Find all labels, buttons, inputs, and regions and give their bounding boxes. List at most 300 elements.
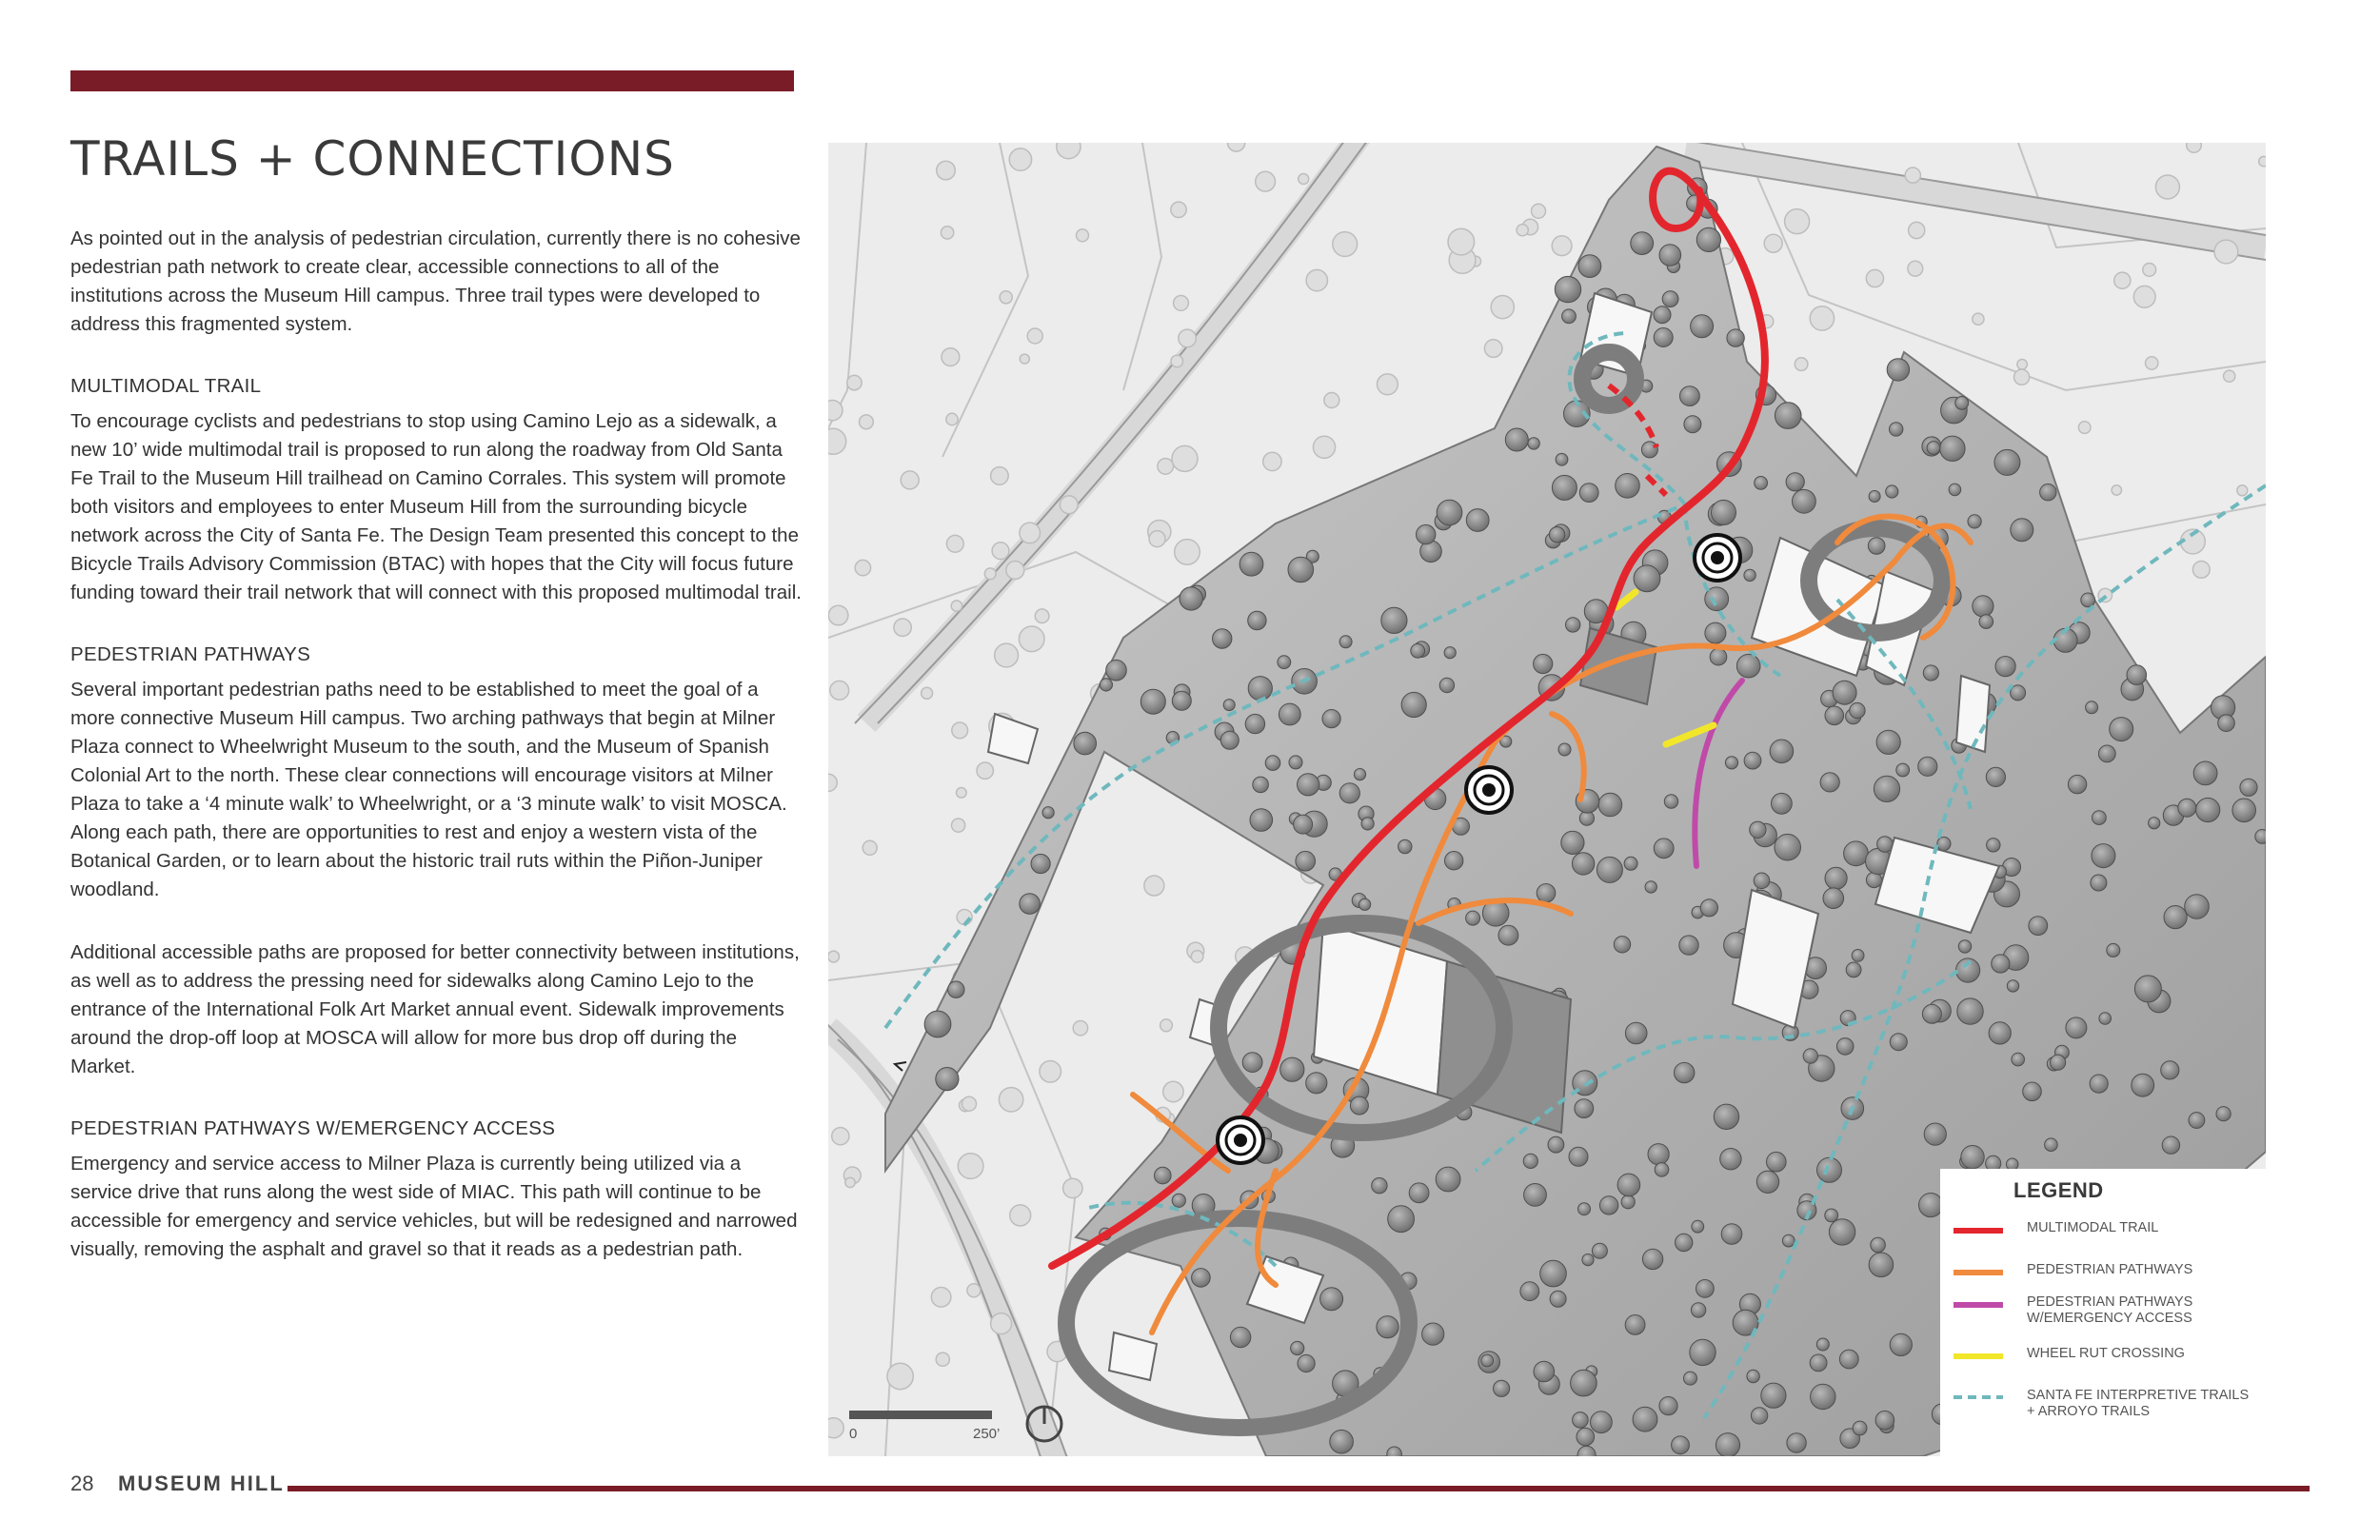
campus-tree (1422, 1323, 1444, 1345)
campus-tree (1989, 1022, 2011, 1044)
background-tree (1491, 296, 1514, 319)
background-tree (1448, 228, 1475, 255)
campus-tree (1642, 1249, 1662, 1269)
campus-tree (1957, 998, 1983, 1024)
campus-tree (1979, 615, 1993, 629)
background-tree (2224, 370, 2235, 382)
campus-tree (1869, 491, 1880, 503)
background-tree (931, 1288, 951, 1308)
background-tree (1905, 168, 1920, 183)
campus-tree (1775, 403, 1801, 429)
campus-tree (2216, 1107, 2231, 1121)
background-tree (894, 619, 911, 636)
campus-tree (1793, 489, 1816, 513)
campus-tree (1631, 232, 1654, 255)
background-tree (1256, 171, 1276, 191)
campus-tree (1250, 809, 1273, 832)
campus-tree (1684, 1372, 1697, 1385)
background-tree (1333, 232, 1358, 257)
legend-title: LEGEND (2013, 1178, 2104, 1202)
background-tree (1172, 445, 1198, 471)
campus-tree (1223, 700, 1235, 711)
campus-tree (1754, 873, 1770, 889)
background-tree (1517, 225, 1528, 236)
background-tree (984, 568, 996, 580)
background-tree (1299, 174, 1309, 185)
campus-tree (2066, 1017, 2087, 1038)
campus-tree (1494, 1380, 1510, 1396)
background-tree (2146, 357, 2158, 369)
campus-tree (1523, 1154, 1537, 1168)
campus-tree (1192, 1269, 1211, 1288)
campus-tree (1716, 1433, 1739, 1456)
campus-tree (1710, 648, 1727, 665)
background-tree (1908, 261, 1923, 276)
campus-tree (1955, 397, 1969, 410)
background-tree (967, 1284, 981, 1297)
campus-tree (1940, 436, 1965, 461)
background-tree (952, 819, 965, 832)
background-tree (830, 681, 849, 700)
campus-tree (1625, 1022, 1647, 1044)
background-tree (828, 605, 848, 625)
campus-tree (1874, 776, 1899, 801)
background-tree (1175, 540, 1200, 565)
legend-swatch (1954, 1395, 2003, 1399)
campus-tree (1555, 276, 1580, 302)
body-multimodal-trail: To encourage cyclists and pedestrians to stop using Camino Lejo as a sidewalk, a new 10’ wide multimodal trail is proposed to run along the roadway from Old Santa Fe Trail to the Museum Hill trailhead on Camino Corrales. This system will promote both visitors and employees to enter Museum Hill from the surrounding bicycle network across the City of Santa Fe. The Design Team presented this concept to the Bicycle Trails Advisory Commission (BTAC) with hopes that the City will focus future funding toward their trail network that will connect with this proposed multimodal trail. (70, 410, 802, 603)
background-tree (1163, 1081, 1183, 1101)
campus-tree (1481, 1354, 1494, 1367)
campus-tree (1598, 793, 1622, 817)
road-arrow-icon (895, 1062, 906, 1071)
campus-tree (1248, 677, 1272, 701)
background-tree (901, 471, 919, 489)
campus-tree (2232, 799, 2256, 822)
campus-tree (1833, 681, 1856, 704)
campus-tree (1654, 328, 1673, 347)
legend-swatch (1954, 1270, 2003, 1275)
campus-tree (1869, 1253, 1894, 1277)
campus-tree (1614, 937, 1630, 953)
campus-tree (1890, 423, 1903, 436)
campus-tree (1350, 1096, 1368, 1115)
campus-tree (1747, 1370, 1759, 1382)
campus-tree (1591, 1412, 1613, 1433)
campus-tree (1850, 702, 1865, 718)
campus-tree (1961, 1146, 1984, 1169)
campus-tree (1534, 1361, 1555, 1382)
campus-tree (2090, 1075, 2108, 1093)
campus-tree (1918, 757, 1937, 776)
campus-tree (2040, 484, 2056, 501)
background-tree (2017, 360, 2028, 370)
campus-tree (2178, 799, 2196, 817)
campus-tree (1875, 1411, 1894, 1430)
background-tree (958, 1154, 983, 1179)
background-tree (1764, 234, 1782, 252)
campus-tree (1692, 1220, 1704, 1233)
background-tree (1973, 313, 1984, 325)
campus-tree (1322, 710, 1340, 728)
background-tree (962, 1096, 977, 1111)
legend-label: SANTA FE INTERPRETIVE TRAILS + ARROYO TRAILS (2027, 1388, 2250, 1419)
campus-tree (1949, 484, 1961, 496)
background-tree (937, 161, 956, 180)
background-tree (1484, 340, 1502, 358)
background-tree (828, 401, 843, 421)
campus-tree (1592, 1243, 1607, 1258)
intro-paragraph: As pointed out in the analysis of pedestrian circulation, currently there is no cohesive pedestrian path network to create clear, accessible connections to all of the institutions across the Museum Hill campus. Three trail types were developed to address this fragmented system. (70, 227, 801, 335)
background-tree (1073, 1021, 1087, 1036)
background-tree (1313, 436, 1335, 458)
campus-tree (1242, 1053, 1262, 1073)
campus-tree (1253, 777, 1269, 793)
campus-tree (936, 1068, 959, 1091)
campus-tree (1922, 1004, 1941, 1023)
background-tree (1158, 459, 1174, 475)
campus-tree (1659, 1397, 1677, 1415)
campus-tree (1645, 881, 1656, 893)
campus-tree (1648, 1144, 1669, 1165)
trailhead-marker-north (1695, 535, 1740, 581)
legend-swatch (1954, 1228, 2003, 1234)
campus-tree (1923, 665, 1938, 681)
campus-tree (1155, 1167, 1172, 1184)
campus-tree (1575, 1099, 1594, 1118)
campus-tree (1868, 538, 1885, 555)
campus-tree (1775, 834, 1801, 860)
campus-tree (1566, 618, 1580, 632)
background-tree (1552, 236, 1572, 256)
page-number: 28 (70, 1471, 94, 1495)
campus-tree (1569, 1147, 1588, 1166)
campus-tree (1995, 657, 2015, 677)
legend-label: PEDESTRIAN PATHWAYS W/EMERGENCY ACCESS (2027, 1294, 2193, 1326)
campus-tree (1278, 656, 1291, 669)
campus-tree (1684, 416, 1701, 433)
background-tree (1077, 229, 1089, 242)
campus-tree (1839, 1350, 1858, 1369)
background-tree (1378, 374, 1398, 395)
campus-tree (1401, 692, 1426, 717)
campus-tree (1354, 769, 1365, 780)
campus-tree (1767, 1152, 1787, 1172)
campus-tree (1361, 818, 1374, 830)
campus-tree (1744, 569, 1755, 581)
body-pedestrian-pathways: Several important pedestrian paths need to be established to meet the goal of a more connective Museum Hill campus. Two arching pathways that begin at Milner Plaza connect to Wheelwright Museum to the south, and the Museum of Spanish Colonial Art to the north. These clear connections will encourage visitors at Milner Plaza to take a ‘4 minute walk’ to Wheelwright, or a ‘3 minute walk’ to visit MOSCA. Along each path, there are opportunities to rest and enjoy a western vista of the Botanical Garden, or to learn about the historic trail ruts within the Piñon-Juniper woodland. (70, 679, 787, 900)
campus-tree (1288, 557, 1314, 582)
background-tree (2112, 485, 2121, 495)
campus-tree (1579, 484, 1598, 503)
campus-tree (1696, 227, 1720, 251)
background-tree (2133, 286, 2155, 307)
campus-tree (1816, 1338, 1829, 1351)
campus-tree (1578, 255, 1601, 278)
campus-tree (2051, 1055, 2066, 1070)
campus-tree (1846, 962, 1861, 977)
campus-tree (1306, 1073, 1327, 1094)
campus-tree (1100, 679, 1112, 691)
background-tree (2187, 143, 2202, 152)
legend-label: PEDESTRIAN PATHWAYS (2027, 1262, 2193, 1277)
campus-tree (2185, 895, 2210, 919)
campus-tree (1700, 899, 1717, 917)
campus-tree (1986, 767, 2005, 786)
campus-tree (1330, 1430, 1354, 1453)
scale-line (849, 1411, 992, 1419)
background-tree (2078, 422, 2091, 434)
campus-tree (2098, 745, 2115, 762)
background-tree (952, 722, 968, 739)
campus-tree (1578, 1203, 1591, 1215)
background-tree (951, 601, 962, 611)
background-tree (845, 1177, 855, 1187)
campus-tree (2092, 844, 2115, 868)
background-tree (847, 375, 862, 389)
background-tree (1171, 202, 1186, 217)
campus-tree (2092, 811, 2107, 825)
trailhead-marker-center (1466, 767, 1512, 813)
background-tree (1060, 496, 1078, 514)
background-tree (1306, 269, 1327, 290)
background-tree (2155, 175, 2179, 199)
campus-tree (1381, 607, 1407, 633)
campus-tree (1958, 940, 1971, 953)
legend-swatch (1954, 1302, 2003, 1308)
campus-tree (1466, 911, 1480, 925)
background-tree (1040, 1061, 1061, 1083)
campus-tree (1662, 291, 1678, 307)
campus-tree (1466, 509, 1489, 532)
campus-tree (1924, 1123, 1946, 1145)
background-tree (828, 1418, 843, 1438)
campus-tree (1634, 565, 1660, 592)
campus-tree (2007, 980, 2018, 992)
campus-tree (2161, 1061, 2179, 1079)
background-tree (855, 560, 870, 575)
campus-tree (1721, 1224, 1742, 1245)
campus-tree (2086, 701, 2098, 714)
campus-tree (1411, 643, 1425, 658)
campus-tree (2011, 519, 2033, 542)
campus-tree (1540, 1260, 1567, 1287)
campus-tree (1664, 795, 1677, 808)
campus-tree (1820, 773, 1839, 792)
campus-tree (1761, 1383, 1786, 1408)
campus-tree (1172, 1194, 1185, 1207)
campus-tree (1298, 1354, 1315, 1372)
background-tree (1006, 562, 1024, 580)
legend-label: MULTIMODAL TRAIL (2027, 1220, 2159, 1235)
background-tree (1174, 296, 1189, 311)
background-tree (1035, 609, 1049, 623)
campus-tree (1844, 841, 1869, 866)
campus-tree (1280, 1057, 1304, 1081)
campus-tree (1992, 955, 2010, 973)
campus-tree (1320, 1288, 1343, 1311)
campus-tree (2099, 1013, 2112, 1025)
site-plan-map (828, 143, 2266, 1456)
campus-tree (1042, 807, 1054, 819)
campus-tree (1825, 706, 1844, 725)
background-tree (1532, 204, 1546, 218)
campus-tree (2110, 718, 2133, 741)
campus-tree (1654, 306, 1671, 324)
background-tree (828, 774, 837, 791)
campus-tree (1714, 1104, 1738, 1129)
background-tree (995, 643, 1019, 667)
campus-tree (1624, 857, 1637, 870)
background-tree (1228, 143, 1245, 151)
campus-tree (1696, 1280, 1715, 1298)
campus-tree (1725, 757, 1737, 769)
campus-tree (1987, 839, 2000, 852)
campus-tree (1803, 1049, 1817, 1063)
campus-tree (1786, 473, 1804, 491)
background-tree (1866, 269, 1883, 286)
campus-tree (1641, 442, 1657, 458)
background-tree (1171, 355, 1183, 367)
campus-tree (1887, 359, 1909, 381)
campus-tree (1597, 857, 1622, 882)
background-tree (1063, 1178, 1082, 1197)
campus-tree (1871, 1237, 1886, 1253)
campus-tree (1498, 925, 1518, 945)
campus-tree (1599, 1196, 1617, 1214)
campus-tree (1294, 815, 1313, 834)
heading-multimodal-trail: MULTIMODAL TRAIL (70, 375, 262, 397)
campus-tree (1720, 1149, 1741, 1170)
campus-tree (948, 981, 964, 997)
map-legend (1940, 1169, 2266, 1456)
background-tree (2014, 369, 2030, 385)
campus-tree (1890, 1333, 1912, 1355)
campus-tree (1572, 853, 1594, 875)
background-tree (1020, 523, 1041, 543)
background-tree (991, 1313, 1012, 1334)
background-tree (1785, 209, 1810, 234)
trailhead-marker-south (1218, 1117, 1263, 1163)
background-tree (828, 951, 840, 962)
campus-tree (1289, 756, 1302, 769)
campus-tree (1436, 1167, 1460, 1192)
scale-max-label: 250’ (973, 1426, 1001, 1442)
campus-tree (1890, 1034, 1907, 1051)
campus-tree (1549, 527, 1564, 543)
campus-tree (1691, 1303, 1705, 1317)
campus-tree (2081, 593, 2095, 607)
campus-tree (1616, 474, 1640, 499)
background-tree (1000, 291, 1012, 304)
campus-tree (1031, 854, 1050, 873)
campus-tree (2162, 1136, 2179, 1154)
background-tree (941, 227, 953, 239)
campus-tree (2029, 917, 2048, 936)
campus-tree (1528, 438, 1539, 449)
campus-tree (1825, 867, 1847, 889)
campus-tree (1439, 678, 1454, 692)
background-tree (860, 415, 874, 429)
background-tree (1010, 1205, 1031, 1226)
campus-tree (1852, 950, 1864, 962)
background-tree (1149, 531, 1165, 547)
campus-tree (2127, 665, 2147, 685)
campus-tree (2023, 1082, 2042, 1101)
campus-tree (1675, 1062, 1695, 1082)
campus-tree (1712, 500, 1736, 524)
campus-tree (2255, 830, 2266, 844)
background-tree (992, 543, 1009, 560)
campus-tree (1782, 1234, 1795, 1247)
scale-min-label: 0 (849, 1426, 858, 1442)
campus-tree (1339, 636, 1352, 648)
campus-tree (1550, 1291, 1566, 1307)
campus-tree (1772, 793, 1793, 814)
footer-accent-rule (288, 1486, 2310, 1491)
campus-tree (1679, 936, 1698, 955)
campus-tree (1750, 821, 1766, 838)
campus-tree (1562, 309, 1577, 324)
page-title: TRAILS + CONNECTIONS (70, 131, 675, 187)
campus-tree (1445, 852, 1463, 870)
campus-tree (1172, 691, 1191, 710)
campus-tree (1505, 428, 1528, 451)
campus-tree (1654, 839, 1674, 859)
campus-tree (1621, 1195, 1635, 1209)
background-tree (1019, 626, 1044, 652)
background-tree (942, 348, 960, 366)
heading-emergency-access: PEDESTRIAN PATHWAYS W/EMERGENCY ACCESS (70, 1117, 556, 1139)
campus-tree (1265, 756, 1280, 771)
background-tree (1810, 306, 1834, 330)
campus-tree (1213, 629, 1232, 648)
campus-tree (1106, 660, 1127, 681)
campus-tree (1896, 763, 1910, 777)
top-accent-rule (70, 70, 794, 91)
campus-tree (1359, 898, 1371, 910)
campus-tree (2218, 715, 2235, 732)
campus-tree (1245, 714, 1264, 733)
background-tree (2114, 272, 2131, 288)
background-tree (936, 1352, 949, 1366)
campus-tree (1876, 730, 1900, 754)
campus-tree (2134, 976, 2161, 1002)
background-tree (957, 788, 967, 799)
campus-tree (1886, 485, 1898, 498)
campus-tree (1927, 442, 1940, 455)
campus-tree (2189, 1113, 2205, 1129)
footer-title: MUSEUM HILL (118, 1471, 285, 1495)
background-tree (922, 687, 933, 699)
background-tree (1324, 393, 1339, 408)
campus-tree (2193, 761, 2217, 785)
campus-tree (2012, 1053, 2025, 1066)
campus-tree (1659, 245, 1681, 267)
campus-tree (1248, 611, 1266, 629)
campus-tree (1240, 552, 1263, 576)
background-tree (946, 413, 958, 424)
campus-tree (2045, 1138, 2058, 1152)
campus-tree (1298, 774, 1319, 796)
background-tree (828, 428, 846, 454)
campus-tree (1968, 515, 1981, 528)
background-tree (1909, 222, 1925, 238)
campus-tree (1558, 743, 1571, 756)
campus-tree (1836, 1038, 1854, 1056)
background-tree (1027, 328, 1042, 344)
campus-tree (1534, 654, 1553, 673)
